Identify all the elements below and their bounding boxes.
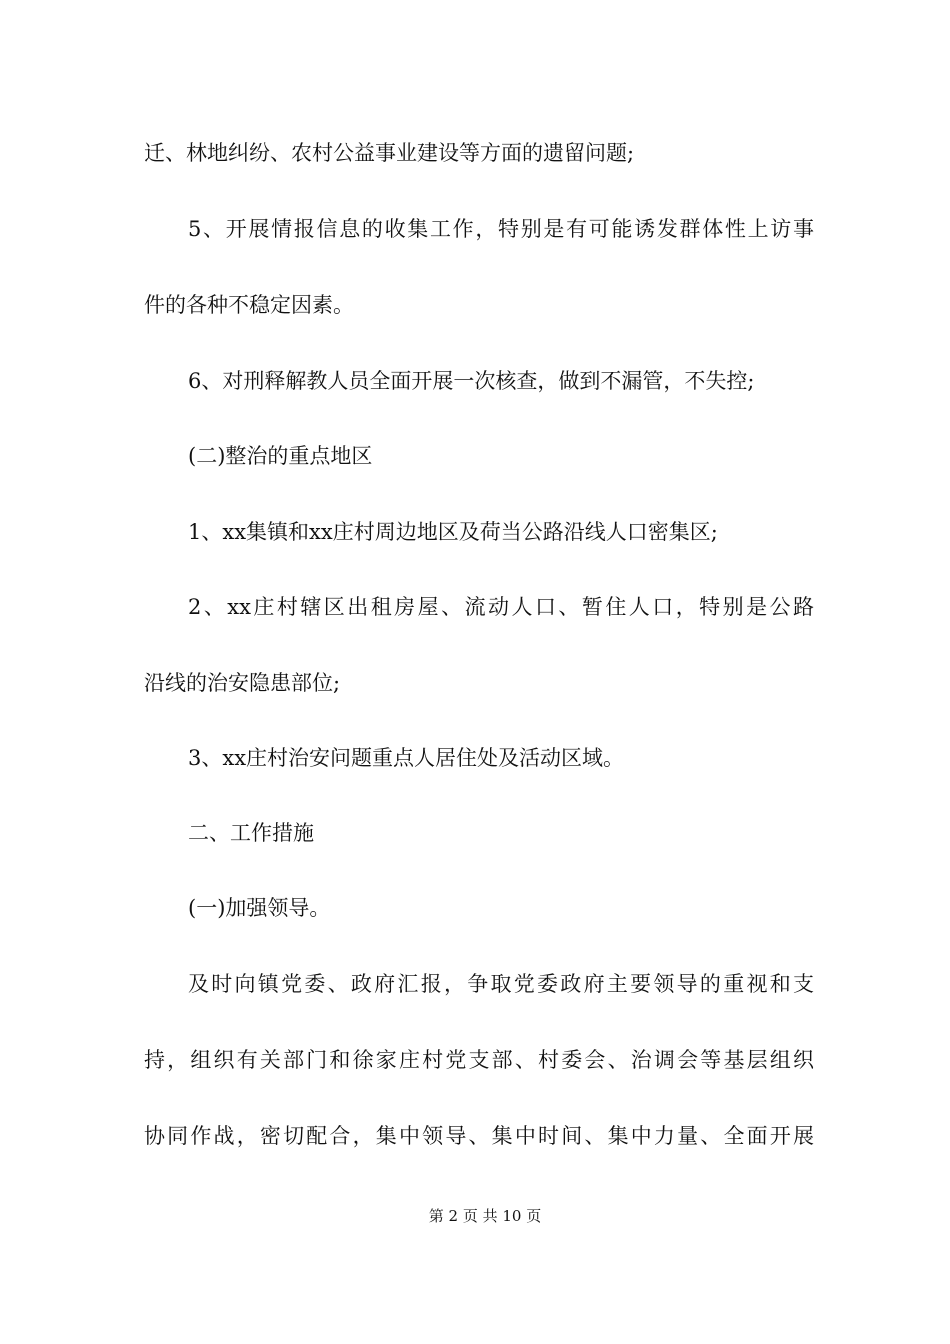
paragraph-line-14: 协同作战，密切配合，集中领导、集中时间、集中力量、全面开展 (144, 1124, 814, 1148)
section-heading-work-measures: 二、工作措施 (188, 821, 314, 845)
section-heading-key-areas: (二)整治的重点地区 (188, 444, 373, 468)
paragraph-line-3: 件的各种不稳定因素。 (144, 293, 354, 317)
paragraph-line-12: 及时向镇党委、政府汇报，争取党委政府主要领导的重视和支 (188, 972, 814, 996)
paragraph-line-4: 6、对刑释解教人员全面开展一次核查，做到不漏管，不失控; (188, 369, 755, 393)
paragraph-line-1: 迁、林地纠纷、农村公益事业建设等方面的遗留问题; (144, 141, 635, 165)
paragraph-line-9: 3、xx庄村治安问题重点人居住处及活动区域。 (188, 746, 625, 770)
subsection-heading-leadership: (一)加强领导。 (188, 896, 331, 920)
paragraph-line-6: 1、xx集镇和xx庄村周边地区及荷当公路沿线人口密集区; (188, 520, 718, 544)
paragraph-line-8: 沿线的治安隐患部位; (144, 671, 341, 695)
page-number-footer: 第 2 页 共 10 页 (428, 1207, 542, 1225)
paragraph-line-13: 持，组织有关部门和徐家庄村党支部、村委会、治调会等基层组织 (144, 1048, 814, 1072)
paragraph-line-2: 5、开展情报信息的收集工作，特别是有可能诱发群体性上访事 (188, 217, 814, 241)
paragraph-line-7: 2、xx庄村辖区出租房屋、流动人口、暂住人口，特别是公路 (188, 595, 814, 619)
